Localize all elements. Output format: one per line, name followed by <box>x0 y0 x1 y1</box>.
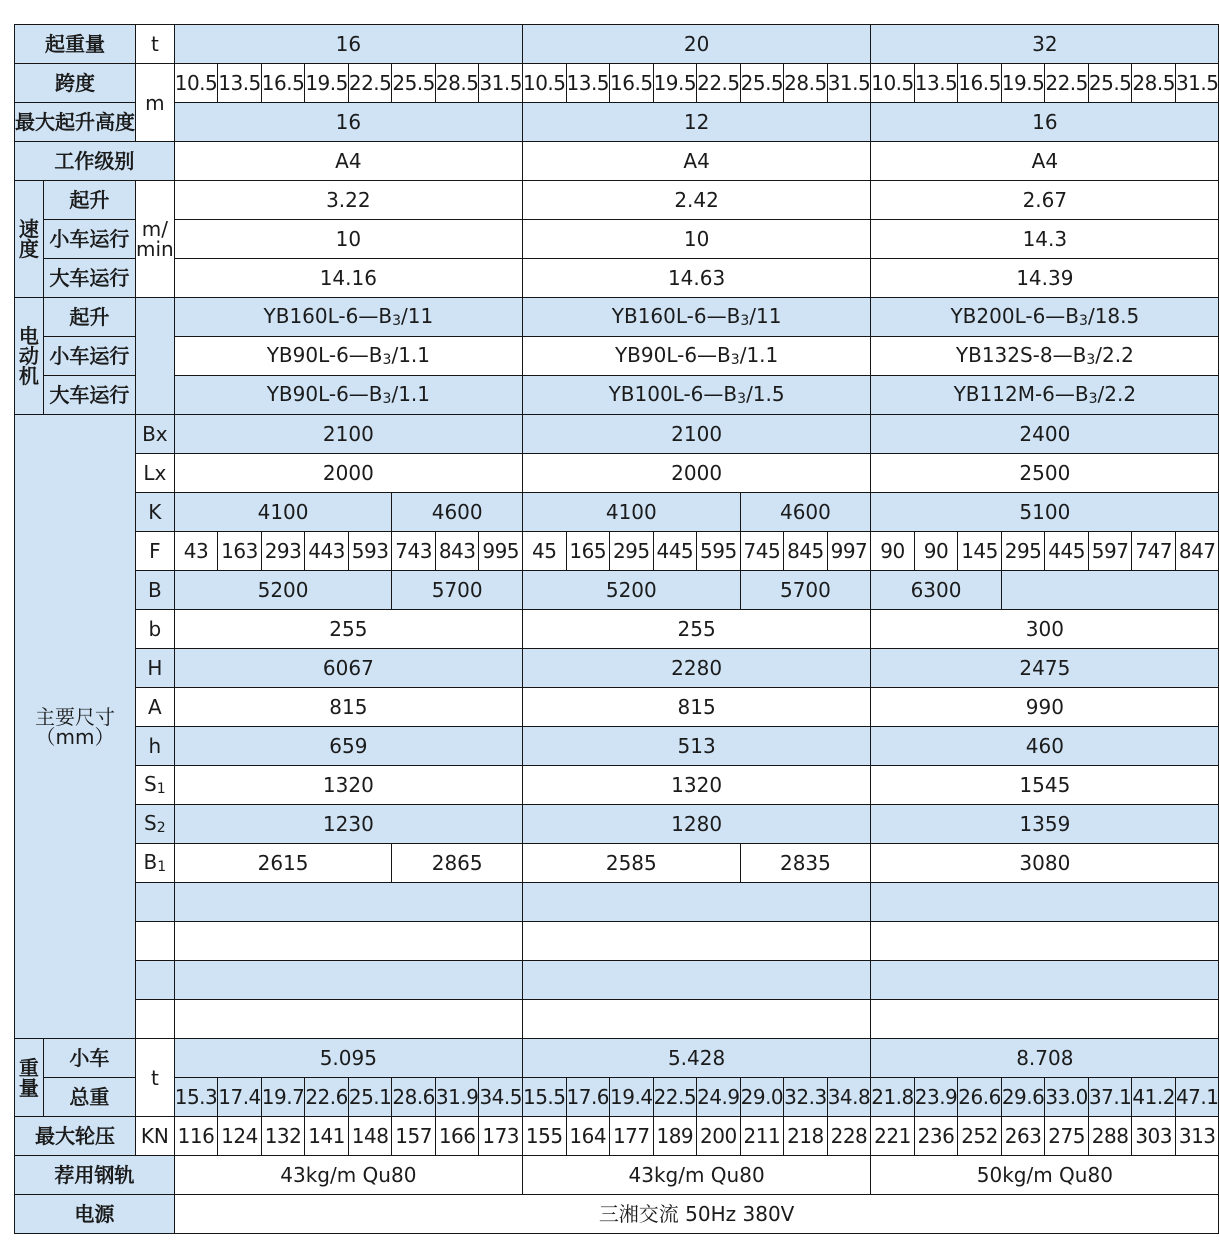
dim-symbol-subscript: 2 <box>156 820 166 836</box>
weight-total-value: 26.6 <box>958 1078 1002 1117</box>
dim-B1-value: 2835 <box>740 844 871 883</box>
rail-value-3: 50kg/m Qu80 <box>871 1156 1219 1195</box>
dim-label-empty <box>136 961 175 1000</box>
dim-h-value: 513 <box>522 727 870 766</box>
span-value: 22.5 <box>348 64 392 103</box>
dim-empty-cell <box>522 961 870 1000</box>
row-dim-A <box>15 688 1219 727</box>
label-speed: 速 度 <box>15 181 44 298</box>
row-motor-crane <box>15 376 1219 415</box>
motor-lift-value <box>522 298 870 337</box>
label-power: 电源 <box>15 1195 175 1234</box>
motor-model: YB90L-6—B <box>614 343 731 367</box>
dim-K-value: 5100 <box>871 493 1219 532</box>
dim-label-F <box>136 532 175 571</box>
dim-S1-value: 1545 <box>871 766 1219 805</box>
power-value: 三湘交流 50Hz 380V <box>174 1195 1219 1234</box>
dim-F-value: 847 <box>1175 532 1219 571</box>
motor-model: YB90L-6—B <box>266 343 383 367</box>
label-max-lift-height: 最大起升高度 <box>15 103 136 142</box>
motor-crane-value <box>174 376 522 415</box>
label-max-wheel-load: 最大轮压 <box>15 1117 136 1156</box>
weight-trolley-value-1: 5.095 <box>174 1039 522 1078</box>
label-speed-lift: 起升 <box>43 181 135 220</box>
dim-label-B <box>136 571 175 610</box>
weight-total-value: 19.4 <box>610 1078 654 1117</box>
dim-label-B1 <box>136 844 175 883</box>
weight-total-value: 31.9 <box>435 1078 479 1117</box>
dim-Lx-value: 2000 <box>174 454 522 493</box>
row-weight-total <box>15 1078 1219 1117</box>
wheel-load-value: 173 <box>479 1117 523 1156</box>
weight-total-value: 32.3 <box>784 1078 828 1117</box>
unit-weight: t <box>136 1039 175 1117</box>
row-dim-empty <box>15 883 1219 922</box>
span-value: 31.5 <box>827 64 871 103</box>
dim-label-H <box>136 649 175 688</box>
dim-A-value: 815 <box>522 688 870 727</box>
dim-K-value: 4600 <box>392 493 523 532</box>
weight-total-value: 19.7 <box>261 1078 305 1117</box>
span-value: 13.5 <box>914 64 958 103</box>
motor-trolley-value <box>871 337 1219 376</box>
row-max-lift-height <box>15 103 1219 142</box>
dim-symbol: S <box>144 811 157 835</box>
motor-unit-blank <box>136 298 175 415</box>
wheel-load-value: 166 <box>435 1117 479 1156</box>
dim-label-h <box>136 727 175 766</box>
row-speed-lift <box>15 181 1219 220</box>
label-span: 跨度 <box>15 64 136 103</box>
work-class-value-3: A4 <box>871 142 1219 181</box>
dim-F-value: 43 <box>174 532 218 571</box>
label-rail: 荐用钢轨 <box>15 1156 175 1195</box>
speed-lift-value-3: 2.67 <box>871 181 1219 220</box>
row-dim-F <box>15 532 1219 571</box>
dim-F-value: 843 <box>435 532 479 571</box>
span-value: 28.5 <box>784 64 828 103</box>
row-motor-lift <box>15 298 1219 337</box>
dim-label-A <box>136 688 175 727</box>
motor-model: YB160L-6—B <box>611 304 741 328</box>
label-motor: 电 动 机 <box>15 298 44 415</box>
dim-F-value: 997 <box>827 532 871 571</box>
weight-total-value: 25.1 <box>348 1078 392 1117</box>
wheel-load-value: 124 <box>218 1117 262 1156</box>
dim-F-value: 593 <box>348 532 392 571</box>
dim-H-value: 6067 <box>174 649 522 688</box>
max-lift-height-value-1: 16 <box>174 103 522 142</box>
wheel-load-value: 218 <box>784 1117 828 1156</box>
wheel-load-value: 132 <box>261 1117 305 1156</box>
wheel-load-value: 236 <box>914 1117 958 1156</box>
dim-F-value: 595 <box>697 532 741 571</box>
row-work-class <box>15 142 1219 181</box>
dim-h-value: 659 <box>174 727 522 766</box>
work-class-value-2: A4 <box>522 142 870 181</box>
speed-lift-value-2: 2.42 <box>522 181 870 220</box>
dim-empty-cell <box>522 922 870 961</box>
wheel-load-value: 252 <box>958 1117 1002 1156</box>
weight-total-value: 21.8 <box>871 1078 915 1117</box>
dim-B1-value: 2585 <box>522 844 740 883</box>
motor-power: /2.2 <box>1095 343 1134 367</box>
motor-power: /11 <box>401 304 434 328</box>
dim-F-value: 445 <box>1045 532 1089 571</box>
motor-power: /1.5 <box>746 382 785 406</box>
dim-Lx-value: 2500 <box>871 454 1219 493</box>
weight-total-value: 15.5 <box>522 1078 566 1117</box>
dim-empty-cell <box>174 922 522 961</box>
row-dim-Lx <box>15 454 1219 493</box>
dim-F-value: 745 <box>740 532 784 571</box>
row-span <box>15 64 1219 103</box>
weight-total-value: 22.5 <box>653 1078 697 1117</box>
unit-span-height: m <box>136 64 175 142</box>
motor-power: /1.1 <box>391 343 430 367</box>
wheel-load-value: 200 <box>697 1117 741 1156</box>
rail-value-1: 43kg/m Qu80 <box>174 1156 522 1195</box>
motor-model-subscript: 3 <box>730 352 740 368</box>
motor-model: YB160L-6—B <box>263 304 393 328</box>
weight-total-value: 17.4 <box>218 1078 262 1117</box>
motor-model-subscript: 3 <box>392 313 401 329</box>
dim-B1-value: 3080 <box>871 844 1219 883</box>
weight-total-value: 37.1 <box>1088 1078 1132 1117</box>
dim-symbol: H <box>147 656 163 680</box>
speed-lift-value-1: 3.22 <box>174 181 522 220</box>
dim-symbol: K <box>148 500 162 524</box>
dim-symbol: Lx <box>143 461 167 485</box>
weight-total-value: 34.5 <box>479 1078 523 1117</box>
dim-symbol: S <box>144 772 157 796</box>
motor-model-subscript: 3 <box>1088 391 1098 407</box>
dim-F-value: 45 <box>522 532 566 571</box>
dim-F-value: 293 <box>261 532 305 571</box>
wheel-load-value: 141 <box>305 1117 349 1156</box>
row-speed-trolley <box>15 220 1219 259</box>
motor-trolley-value <box>174 337 522 376</box>
wheel-load-value: 148 <box>348 1117 392 1156</box>
dim-S1-value: 1320 <box>174 766 522 805</box>
spec-table <box>14 24 1219 1234</box>
main-dims-title: 主要尺寸 <box>35 704 115 729</box>
weight-total-value: 23.9 <box>914 1078 958 1117</box>
weight-trolley-value-2: 5.428 <box>522 1039 870 1078</box>
speed-trolley-value-2: 10 <box>522 220 870 259</box>
dim-K-value: 4600 <box>740 493 871 532</box>
span-value: 25.5 <box>392 64 436 103</box>
span-value: 16.5 <box>261 64 305 103</box>
dim-B-value: 5700 <box>392 571 523 610</box>
main-dims-unit: （mm） <box>35 724 115 749</box>
unit-speed: m/ min <box>136 181 175 298</box>
wheel-load-value: 228 <box>827 1117 871 1156</box>
dim-F-value: 845 <box>784 532 828 571</box>
motor-model-subscript: 3 <box>382 352 392 368</box>
dim-F-value: 443 <box>305 532 349 571</box>
capacity-value-3: 32 <box>871 25 1219 64</box>
motor-power: /11 <box>749 304 782 328</box>
dim-symbol: F <box>149 539 161 563</box>
label-capacity: 起重量 <box>15 25 136 64</box>
motor-crane-value <box>522 376 870 415</box>
span-value: 19.5 <box>305 64 349 103</box>
label-speed-crane: 大车运行 <box>43 259 135 298</box>
label-work-class: 工作级别 <box>15 142 175 181</box>
dim-h-value: 460 <box>871 727 1219 766</box>
dim-F-value: 995 <box>479 532 523 571</box>
row-dim-B1 <box>15 844 1219 883</box>
span-value: 25.5 <box>740 64 784 103</box>
span-value: 22.5 <box>1045 64 1089 103</box>
dim-symbol: h <box>148 734 162 758</box>
wheel-load-value: 263 <box>1001 1117 1045 1156</box>
weight-total-value: 22.6 <box>305 1078 349 1117</box>
span-value: 10.5 <box>174 64 218 103</box>
wheel-load-value: 313 <box>1175 1117 1219 1156</box>
dim-A-value: 990 <box>871 688 1219 727</box>
dim-empty-cell <box>871 922 1219 961</box>
dim-symbol: b <box>148 617 162 641</box>
dim-symbol-subscript: 1 <box>157 859 167 875</box>
weight-trolley-value-3: 8.708 <box>871 1039 1219 1078</box>
row-power <box>15 1195 1219 1234</box>
motor-model-subscript: 3 <box>1079 313 1088 329</box>
dim-K-value: 4100 <box>522 493 740 532</box>
rail-value-2: 43kg/m Qu80 <box>522 1156 870 1195</box>
dim-H-value: 2475 <box>871 649 1219 688</box>
dim-F-value: 90 <box>914 532 958 571</box>
dim-F-value: 165 <box>566 532 610 571</box>
dim-empty-cell <box>522 883 870 922</box>
weight-total-value: 29.0 <box>740 1078 784 1117</box>
motor-model-subscript: 3 <box>382 391 392 407</box>
max-lift-height-value-2: 12 <box>522 103 870 142</box>
wheel-load-value: 177 <box>610 1117 654 1156</box>
max-lift-height-value-3: 16 <box>871 103 1219 142</box>
row-weight-trolley <box>15 1039 1219 1078</box>
row-dim-empty <box>15 1000 1219 1039</box>
label-weight: 重 量 <box>15 1039 44 1117</box>
span-value: 19.5 <box>653 64 697 103</box>
row-capacity <box>15 25 1219 64</box>
dim-F-value: 597 <box>1088 532 1132 571</box>
speed-crane-value-2: 14.63 <box>522 259 870 298</box>
dim-b-value: 300 <box>871 610 1219 649</box>
motor-crane-value <box>871 376 1219 415</box>
dim-label-K <box>136 493 175 532</box>
span-value: 28.5 <box>435 64 479 103</box>
dim-F-value: 743 <box>392 532 436 571</box>
wheel-load-value: 275 <box>1045 1117 1089 1156</box>
span-value: 22.5 <box>697 64 741 103</box>
dim-empty-cell <box>174 883 522 922</box>
label-speed-trolley: 小车运行 <box>43 220 135 259</box>
weight-total-value: 34.8 <box>827 1078 871 1117</box>
motor-model: YB112M-6—B <box>953 382 1089 406</box>
motor-lift-value <box>174 298 522 337</box>
capacity-value-2: 20 <box>522 25 870 64</box>
dim-B-empty <box>1001 571 1219 610</box>
dim-B-value: 5200 <box>522 571 740 610</box>
row-dim-empty <box>15 922 1219 961</box>
motor-model: YB90L-6—B <box>266 382 383 406</box>
weight-total-value: 41.2 <box>1132 1078 1176 1117</box>
motor-model: YB100L-6—B <box>608 382 738 406</box>
dim-label-empty <box>136 1000 175 1039</box>
dim-symbol: B <box>147 578 162 602</box>
dim-B-value: 6300 <box>871 571 1002 610</box>
dim-H-value: 2280 <box>522 649 870 688</box>
dim-empty-cell <box>522 1000 870 1039</box>
row-dim-H <box>15 649 1219 688</box>
unit-wheel-load: KN <box>136 1117 175 1156</box>
speed-crane-value-1: 14.16 <box>174 259 522 298</box>
row-rail <box>15 1156 1219 1195</box>
motor-trolley-value <box>522 337 870 376</box>
weight-total-value: 33.0 <box>1045 1078 1089 1117</box>
row-dim-S1 <box>15 766 1219 805</box>
dim-F-value: 90 <box>871 532 915 571</box>
weight-total-value: 28.6 <box>392 1078 436 1117</box>
dim-F-value: 145 <box>958 532 1002 571</box>
dim-B-value: 5200 <box>174 571 392 610</box>
span-value: 10.5 <box>871 64 915 103</box>
span-value: 25.5 <box>1088 64 1132 103</box>
work-class-value-1: A4 <box>174 142 522 181</box>
label-main-dims <box>15 415 136 1039</box>
motor-power: /1.1 <box>739 343 779 367</box>
span-value: 31.5 <box>479 64 523 103</box>
dim-F-value: 747 <box>1132 532 1176 571</box>
dim-Bx-value: 2100 <box>174 415 522 454</box>
weight-total-value: 47.1 <box>1175 1078 1219 1117</box>
row-dim-b <box>15 610 1219 649</box>
motor-model: YB200L-6—B <box>950 304 1080 328</box>
dim-Lx-value: 2000 <box>522 454 870 493</box>
unit-capacity: t <box>136 25 175 64</box>
speed-crane-value-3: 14.39 <box>871 259 1219 298</box>
dim-A-value: 815 <box>174 688 522 727</box>
dim-S2-value: 1280 <box>522 805 870 844</box>
weight-total-value: 17.6 <box>566 1078 610 1117</box>
dim-F-value: 163 <box>218 532 262 571</box>
dim-F-value: 295 <box>610 532 654 571</box>
motor-lift-value <box>871 298 1219 337</box>
wheel-load-value: 303 <box>1132 1117 1176 1156</box>
speed-trolley-value-3: 14.3 <box>871 220 1219 259</box>
dim-B1-value: 2865 <box>392 844 523 883</box>
row-dim-K <box>15 493 1219 532</box>
span-value: 28.5 <box>1132 64 1176 103</box>
label-motor-crane: 大车运行 <box>43 376 135 415</box>
dim-empty-cell <box>174 1000 522 1039</box>
wheel-load-value: 157 <box>392 1117 436 1156</box>
label-motor-lift: 起升 <box>43 298 135 337</box>
motor-model-subscript: 3 <box>740 313 750 329</box>
dim-label-S1 <box>136 766 175 805</box>
dim-empty-cell <box>174 961 522 1000</box>
label-weight-trolley: 小车 <box>43 1039 135 1078</box>
span-value: 16.5 <box>610 64 654 103</box>
row-dim-empty <box>15 961 1219 1000</box>
dim-Bx-value: 2400 <box>871 415 1219 454</box>
capacity-value-1: 16 <box>174 25 522 64</box>
speed-trolley-value-1: 10 <box>174 220 522 259</box>
span-value: 13.5 <box>218 64 262 103</box>
dim-label-empty <box>136 922 175 961</box>
span-value: 16.5 <box>958 64 1002 103</box>
motor-power: /1.1 <box>391 382 430 406</box>
row-dim-Bx <box>15 415 1219 454</box>
dim-K-value: 4100 <box>174 493 392 532</box>
dim-empty-cell <box>871 883 1219 922</box>
dim-symbol: A <box>148 695 162 719</box>
dim-B-value: 5700 <box>740 571 871 610</box>
motor-model: YB132S-8—B <box>955 343 1087 367</box>
dim-B1-value: 2615 <box>174 844 392 883</box>
span-value: 19.5 <box>1001 64 1045 103</box>
label-weight-total: 总重 <box>43 1078 135 1117</box>
dim-symbol: B <box>143 850 158 874</box>
row-motor-trolley <box>15 337 1219 376</box>
dim-symbol-subscript: 1 <box>156 781 166 797</box>
wheel-load-value: 221 <box>871 1117 915 1156</box>
dim-b-value: 255 <box>522 610 870 649</box>
weight-total-value: 29.6 <box>1001 1078 1045 1117</box>
dim-F-value: 295 <box>1001 532 1045 571</box>
wheel-load-value: 155 <box>522 1117 566 1156</box>
dim-symbol: Bx <box>142 422 168 446</box>
dim-label-S2 <box>136 805 175 844</box>
motor-model-subscript: 3 <box>737 391 747 407</box>
dim-S1-value: 1320 <box>522 766 870 805</box>
wheel-load-value: 288 <box>1088 1117 1132 1156</box>
dim-label-empty <box>136 883 175 922</box>
dim-empty-cell <box>871 1000 1219 1039</box>
dim-S2-value: 1359 <box>871 805 1219 844</box>
dim-empty-cell <box>871 961 1219 1000</box>
label-motor-trolley: 小车运行 <box>43 337 135 376</box>
dim-b-value: 255 <box>174 610 522 649</box>
row-wheel-load <box>15 1117 1219 1156</box>
weight-total-value: 24.9 <box>697 1078 741 1117</box>
motor-power: /2.2 <box>1097 382 1137 406</box>
dim-F-value: 445 <box>653 532 697 571</box>
row-dim-h <box>15 727 1219 766</box>
motor-power: /18.5 <box>1087 304 1140 328</box>
span-value: 10.5 <box>522 64 566 103</box>
wheel-load-value: 189 <box>653 1117 697 1156</box>
motor-model-subscript: 3 <box>1086 352 1096 368</box>
dim-label-Lx <box>136 454 175 493</box>
dim-label-Bx <box>136 415 175 454</box>
wheel-load-value: 211 <box>740 1117 784 1156</box>
wheel-load-value: 164 <box>566 1117 610 1156</box>
wheel-load-value: 116 <box>174 1117 218 1156</box>
row-dim-S2 <box>15 805 1219 844</box>
row-speed-crane <box>15 259 1219 298</box>
dim-Bx-value: 2100 <box>522 415 870 454</box>
dim-label-b <box>136 610 175 649</box>
row-dim-B <box>15 571 1219 610</box>
dim-S2-value: 1230 <box>174 805 522 844</box>
span-value: 31.5 <box>1175 64 1219 103</box>
span-value: 13.5 <box>566 64 610 103</box>
weight-total-value: 15.3 <box>174 1078 218 1117</box>
